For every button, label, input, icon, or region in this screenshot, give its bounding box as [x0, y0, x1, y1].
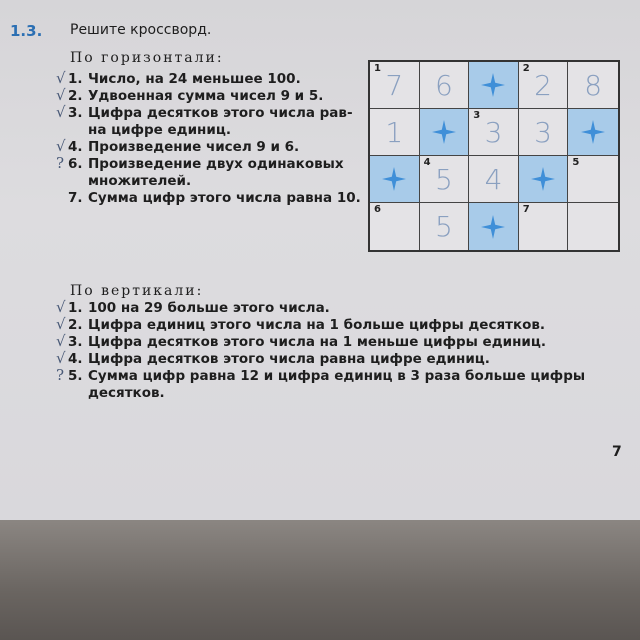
- clue-line: [68, 139, 299, 156]
- handwritten-digit: 6: [434, 68, 453, 102]
- handwritten-digit: 1: [385, 115, 404, 149]
- handwritten-digit: 7: [385, 68, 404, 102]
- vertical-heading: По вертикали:: [70, 283, 204, 299]
- clue-text: Произведение двух одинаковых: [88, 156, 344, 172]
- clue-number: 4.: [68, 139, 83, 155]
- clue-text: Число, на 24 меньшее 100.: [88, 71, 301, 87]
- clue-line: [68, 71, 301, 88]
- check-mark: √: [56, 137, 66, 155]
- clue-number: 3.: [68, 105, 83, 121]
- handwritten-digit: 3: [534, 115, 552, 149]
- check-mark: √: [56, 69, 66, 87]
- clue-line: [68, 317, 545, 334]
- clue-number: 1.: [68, 71, 83, 87]
- handwritten-digit: 5: [434, 210, 453, 243]
- clue-text: Сумма цифр этого числа равна 10.: [88, 190, 361, 206]
- clue-text: Цифра десятков этого числа равна цифре единиц.: [88, 351, 490, 367]
- clue-number: 3.: [68, 334, 83, 350]
- crossword-cell: [420, 203, 470, 250]
- crossword-cell: [370, 203, 420, 250]
- clue-line: [68, 368, 585, 385]
- check-mark: √: [56, 332, 66, 350]
- clue-number: 6.: [68, 156, 83, 172]
- clue-line: [68, 190, 361, 207]
- clue-text: Цифра десятков этого числа рав-: [88, 105, 353, 121]
- exercise-title: Решите кроссворд.: [70, 22, 212, 38]
- clue-number: 5.: [68, 368, 83, 384]
- crossword-cell: [568, 203, 618, 250]
- crossword-cell: [519, 109, 569, 156]
- clue-text: Цифра единиц этого числа на 1 больше цифры десятков.: [88, 317, 546, 333]
- crossword-cell: [519, 203, 569, 250]
- clue-line: [68, 334, 546, 351]
- check-mark: √: [56, 349, 66, 367]
- clue-line: [68, 88, 323, 105]
- cell-number: 5: [572, 157, 580, 168]
- crossword-cell: [519, 62, 569, 109]
- clue-line: [68, 300, 330, 317]
- blocked-cell: [469, 203, 519, 250]
- crossword-cell: [568, 62, 618, 109]
- clue-line: [68, 351, 490, 368]
- table-surface: [0, 520, 640, 640]
- clue-text: Цифра десятков этого числа на 1 меньше цифры единиц.: [88, 334, 546, 350]
- clue-number: 2.: [68, 88, 83, 104]
- crossword-grid: [368, 60, 620, 252]
- blocked-cell: [420, 109, 470, 156]
- clue-text: множителей.: [88, 173, 192, 189]
- crossword-cell: [420, 156, 470, 203]
- check-mark: ?: [56, 154, 65, 172]
- clue-line: [68, 173, 191, 190]
- blocked-cell: [370, 156, 420, 203]
- horizontal-heading: По горизонтали:: [70, 50, 224, 66]
- cell-number: 7: [522, 204, 530, 215]
- clue-line: [68, 156, 344, 173]
- cell-number: 3: [473, 110, 481, 121]
- crossword-cell: [469, 156, 519, 203]
- cell-number: 1: [374, 63, 381, 74]
- clue-line: [68, 385, 165, 402]
- crossword-cell: [370, 109, 420, 156]
- crossword-cell: [420, 62, 470, 109]
- crossword-cell: [469, 109, 519, 156]
- clue-text: Произведение чисел 9 и 6.: [88, 139, 300, 155]
- check-mark: √: [56, 103, 66, 121]
- handwritten-digit: 3: [484, 115, 503, 149]
- handwritten-digit: 8: [584, 68, 603, 102]
- clue-number: 7.: [68, 190, 83, 206]
- check-mark: √: [56, 298, 66, 316]
- check-mark: √: [56, 315, 66, 333]
- crossword-cell: [568, 156, 618, 203]
- blocked-cell: [519, 156, 569, 203]
- clue-number: 2.: [68, 317, 83, 333]
- clue-number: 1.: [68, 300, 83, 316]
- blocked-cell: [469, 62, 519, 109]
- handwritten-digit: 2: [534, 68, 552, 102]
- clue-text: Сумма цифр равна 12 и цифра единиц в 3 раза больше цифры: [88, 368, 586, 384]
- check-mark: ?: [56, 366, 65, 384]
- handwritten-digit: 4: [484, 162, 503, 196]
- clue-text: десятков.: [88, 385, 165, 401]
- exercise-number: 1.3.: [10, 22, 43, 40]
- cell-number: 6: [374, 204, 381, 215]
- clue-text: Удвоенная сумма чисел 9 и 5.: [88, 88, 324, 104]
- clue-line: [68, 122, 231, 139]
- blocked-cell: [568, 109, 618, 156]
- clue-line: [68, 105, 353, 122]
- cell-number: 2: [522, 63, 530, 74]
- check-mark: √: [56, 86, 66, 104]
- cell-number: 4: [423, 157, 431, 168]
- clue-text: 100 на 29 больше этого числа.: [88, 300, 330, 316]
- page-number: 7: [612, 444, 622, 460]
- handwritten-digit: 5: [434, 162, 453, 196]
- clue-text: на цифре единиц.: [88, 122, 231, 138]
- crossword-cell: [370, 62, 420, 109]
- clue-number: 4.: [68, 351, 83, 367]
